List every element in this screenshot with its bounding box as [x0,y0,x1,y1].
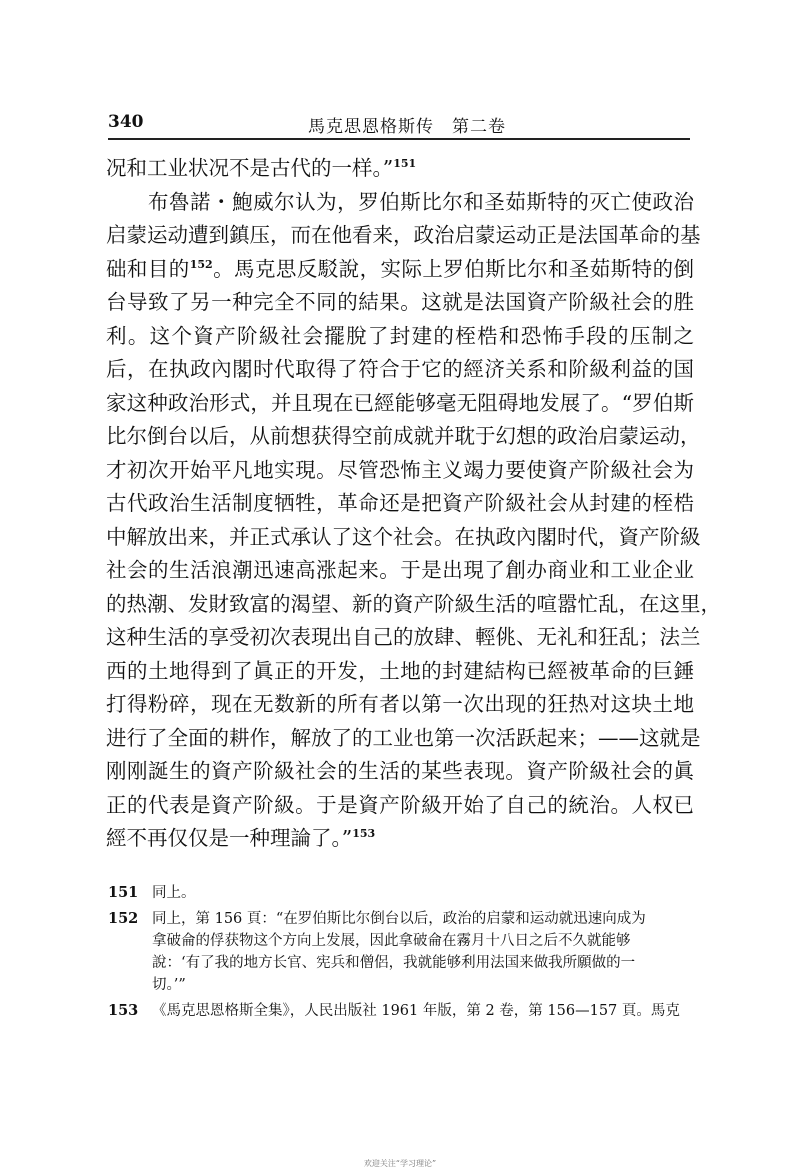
footnote [108,1000,692,1022]
text-line: 才初次开始平凡地实現。尽管恐怖主义竭力要使資产阶級社会为 [106,457,694,482]
text-line: 社会的生活浪潮迅速高涨起来。于是出現了創办商业和工业企业 [106,558,694,582]
footnote-number: 153 [108,1002,139,1019]
text-line: 古代政治生活制度牺牲，革命还是把資产阶級社会从封建的桎梏 [106,491,694,515]
footnote-text: 切。’” [152,977,186,993]
text-line: 台导致了另一种完全不同的結果。这就是法国資产阶級社会的胜 [106,290,694,314]
body-text [106,152,721,856]
text-line: 利。这个資产阶級社会擺脫了封建的桎梏和恐怖手段的压制之 [106,323,694,348]
bottom-stamp: 欢迎关注“学习理论” [363,1159,437,1168]
page-header [108,112,688,140]
text-line: 启蒙运动遭到鎮压，而在他看来，政治启蒙运动正是法国革命的基 [106,223,701,247]
text-line: 正的代表是資产阶級。于是資产阶級开始了自己的統治。人权已 [106,792,694,817]
footnote-text: 同上。 [152,885,196,901]
footnote-number: 152 [108,910,139,927]
text-line: 进行了全面的耕作，解放了的工业也第一次活跃起来；——这就是 [106,725,701,750]
text-line: 經不再仅仅是一种理論了。”$^{153}$ [106,826,376,850]
footnote-ref-152: 152 [189,257,213,271]
footnote-text: 說：‘有了我的地方长官、宪兵和僧侶，我就能够利用法国来做我所願做的一 [152,955,636,971]
header-rule [108,138,690,140]
text-line: 比尔倒台以后，从前想获得空前成就并耽于幻想的政治启蒙运动， [106,424,701,448]
footnote-ref-151: 151 [393,157,417,171]
text-line: 中解放出来，并正式承认了这个社会。在执政內閣时代，資产阶級 [106,524,701,549]
footnote-text: 拿破侖的俘获物这个方向上发展，因此拿破侖在霧月十八日之后不久就能够 [152,933,631,949]
footnote-number: 151 [108,884,139,901]
footnote [108,882,692,904]
footnotes [108,882,692,1022]
text-line: 布魯諾・鮑威尔认为，罗伯斯比尔和圣茹斯特的灭亡使政治 [148,189,694,214]
text-line: 家这种政治形式，并且現在已經能够毫无阻碍地发展了。“罗伯斯 [106,390,694,415]
text-line: 刚刚誕生的資产阶級社会的生活的某些表现。資产阶級社会的眞 [106,759,694,783]
footnote-text: 同上，第 156 頁：“在罗伯斯比尔倒台以后，政治的启蒙和运动就迅速向成为 [152,911,646,927]
text-line: 西的土地得到了眞正的开发，土地的封建結构已經被革命的巨錘 [106,658,694,683]
text-line: 这种生活的享受初次表現出自己的放肆、輕佻、无礼和狂乱；法兰 [106,625,701,649]
text-line: 况和工业状况不是古代的一样。”$^{151}$ [106,156,417,180]
text-line: 的热潮、发財致富的渴望、新的資产阶級生活的喧嚣忙乱，在这里， [106,591,721,616]
running-head: 馬克思恩格斯传 第二卷 [308,117,506,137]
footnote [108,908,692,996]
text-line: 后，在执政內閣时代取得了符合于它的經济关系和阶級利益的国 [106,357,694,381]
footnote-ref-153: 153 [352,827,376,841]
text-line: 础和目的$^{152}$。馬克思反駁說，实际上罗伯斯比尔和圣茹斯特的倒 [106,256,695,281]
footnote-text: 《馬克思恩格斯全集》，人民出版社 1961 年版，第 2 卷，第 156—157 頁。馬克 [152,1003,680,1019]
page-number: 340 [108,112,144,132]
text-line: 打得粉碎，现在无数新的所有者以第一次出现的狂热对这块土地 [106,692,694,716]
